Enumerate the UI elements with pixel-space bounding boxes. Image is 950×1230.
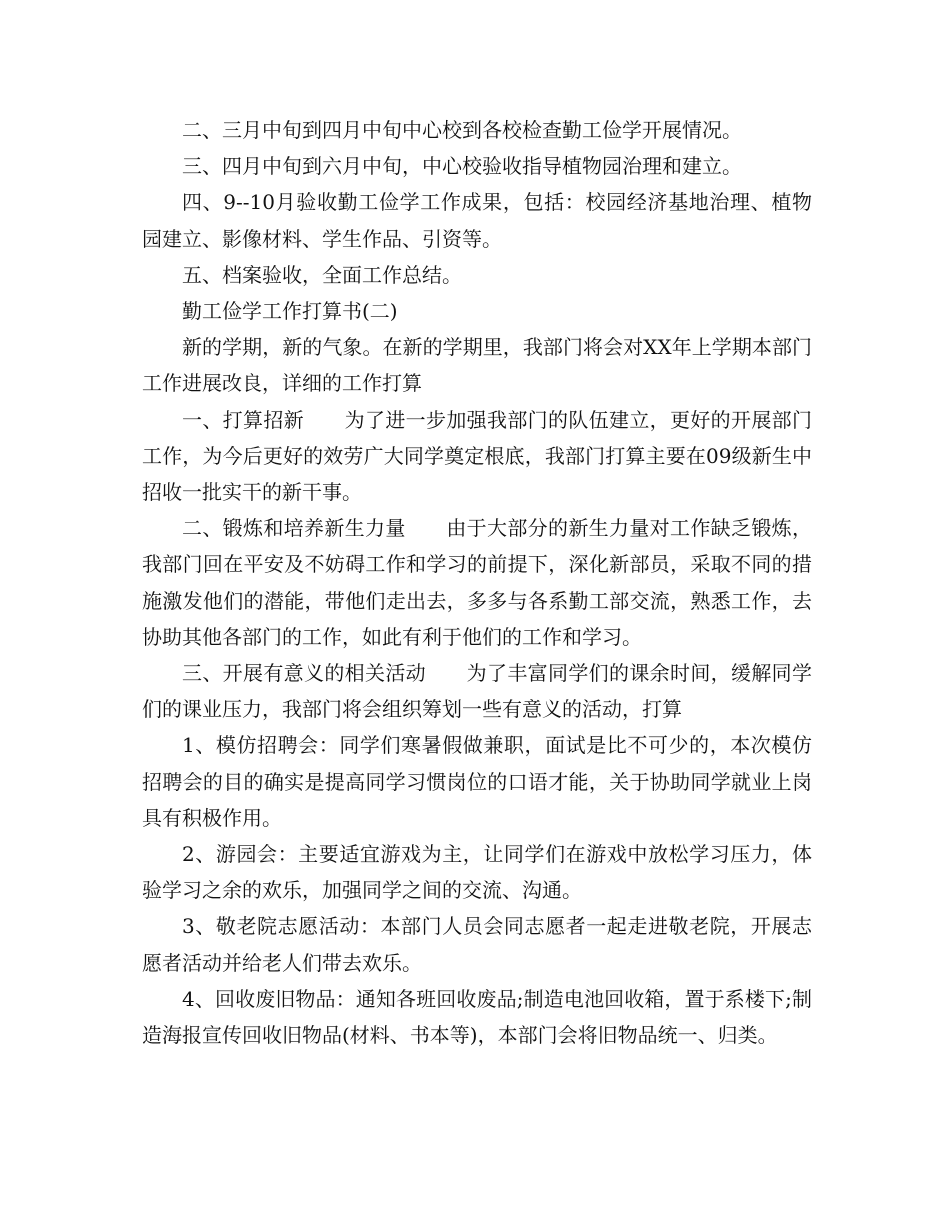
paragraph: 二、三月中旬到四月中旬中心校到各校检查勤工俭学开展情况。 [182, 118, 742, 142]
paragraph: 五、档案验收，全面工作总结。 [182, 262, 462, 287]
paragraph: 三、四月中旬到六月中旬，中心校验收指导植物园治理和建立。 [182, 154, 742, 179]
paragraph: 四、9--10月验收勤工俭学工作成果，包括：校园经济基地治理、植物园建立、影像材料、学生作品、引资等。 [142, 190, 812, 251]
list-item: 1、模仿招聘会：同学们寒暑假做兼职，面试是比不可少的，本次模仿招聘会的目的确实是提高同学习惯岗位的口语才能，关于协助同学就业上岗具有积极作用。 [142, 733, 812, 830]
paragraph: 三、开展有意义的相关活动 为了丰富同学们的课余时间，缓解同学们的课业压力，我部门将会组织筹划一些有意义的活动，打算 [142, 661, 812, 722]
list-item: 3、敬老院志愿活动：本部门人员会同志愿者一起走进敬老院，开展志愿者活动并给老人们带去欢乐。 [142, 914, 812, 975]
paragraph: 新的学期，新的气象。在新的学期里，我部门将会对XX年上学期本部门工作进展改良，详细的工作打算 [142, 335, 812, 396]
list-item: 2、游园会：主要适宜游戏为主，让同学们在游戏中放松学习压力，体验学习之余的欢乐，加强同学之间的交流、沟通。 [142, 842, 812, 903]
list-item: 4、回收废旧物品：通知各班回收废品;制造电池回收箱，置于系楼下;制造海报宣传回收旧物品(材料、书本等)，本部门会将旧物品统一、归类。 [142, 986, 812, 1048]
document-page [142, 112, 812, 1053]
section-heading: 勤工俭学工作打算书(二) [182, 299, 398, 324]
paragraph: 一、打算招新 为了进一步加强我部门的队伍建立，更好的开展部门工作，为今后更好的效劳广大同学奠定根底，我部门打算主要在09级新生中招收一批实干的新干事。 [142, 407, 812, 505]
paragraph: 二、锻炼和培养新生力量 由于大部分的新生力量对工作缺乏锻炼，我部门回在平安及不妨碍工作和学习的前提下，深化新部员，采取不同的措施激发他们的潜能，带他们走出去，多多与各系勤工部交流，熟悉工作，去协助其他各部门的工作，如此有利于他们的工作和学习。 [142, 516, 812, 649]
